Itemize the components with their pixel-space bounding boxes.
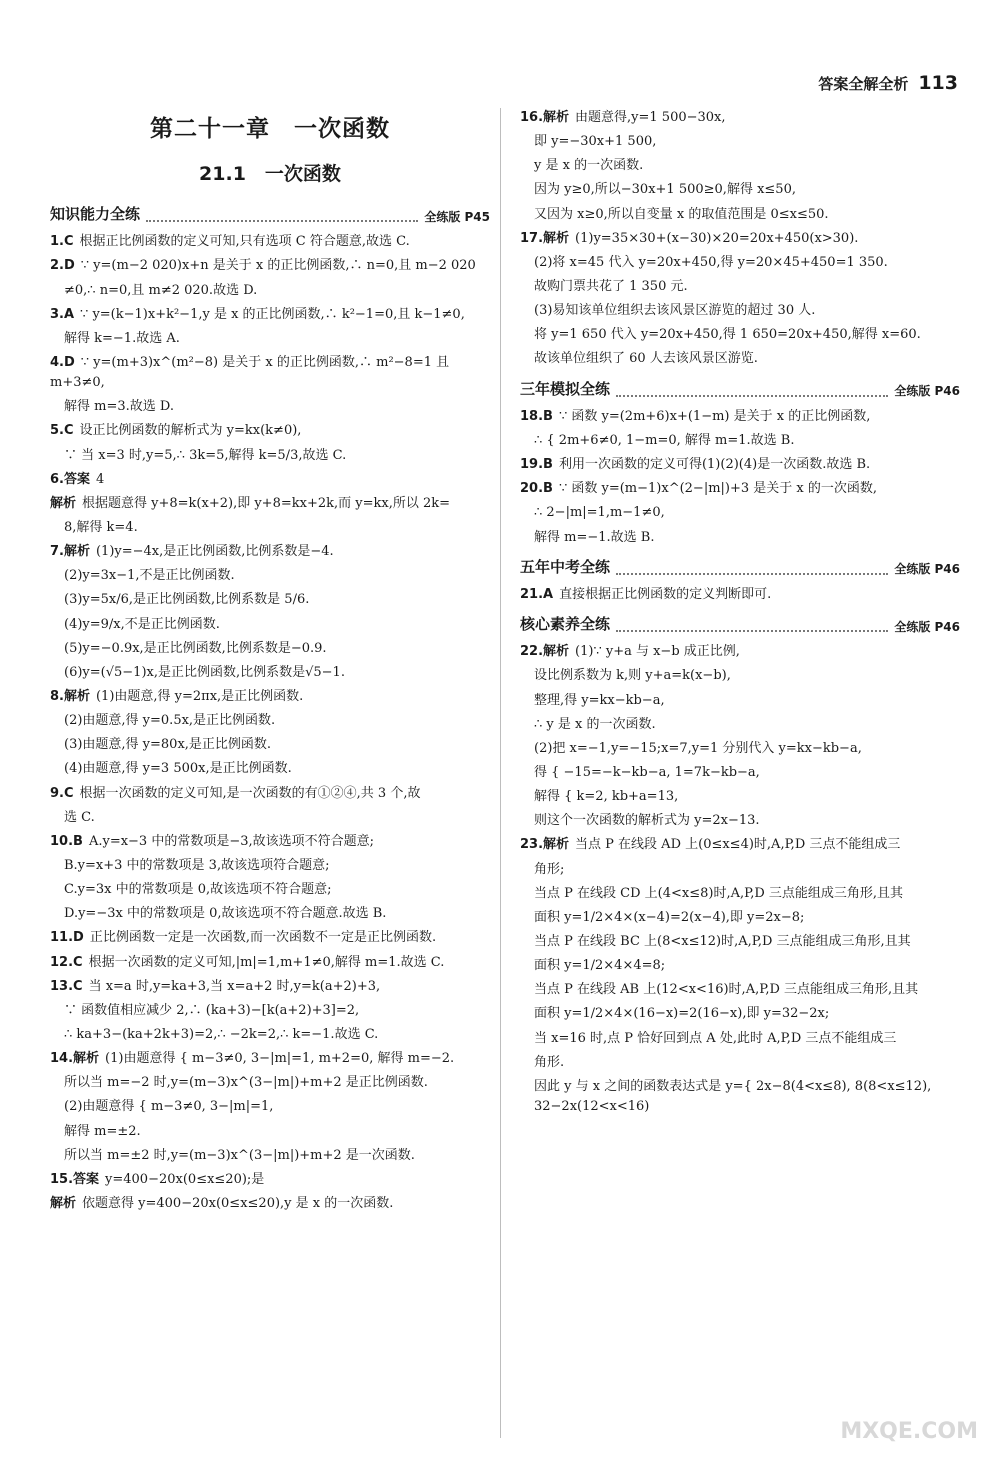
dotted-leader [616, 395, 888, 397]
answer-line [50, 446, 490, 466]
answer-line [520, 1053, 960, 1073]
answer-text: 当点 P 在线段 AD 上(0≤x≤4)时,A,P,D 三点不能组成三 [575, 837, 901, 853]
answer-text: ∴ y 是 x 的一次函数. [534, 716, 656, 732]
section-title: 21.1 一次函数 [199, 162, 341, 185]
answer-text: (2)将 x=45 代入 y=20x+450,得 y=20×45+450=1 350. [534, 254, 888, 270]
section-page-ref: 全练版 P46 [894, 384, 960, 399]
answer-line [50, 470, 490, 490]
answer-line [520, 585, 960, 605]
answer-text: 即 y=−30x+1 500, [534, 134, 657, 150]
answer-line [50, 421, 490, 441]
answer-text: 故该单位组织了 60 人去该风景区游览. [534, 351, 758, 367]
answer-text: 得 { −15=−k−kb−a, 1=7k−kb−a, [534, 764, 760, 780]
answer-text: (3)由题意,得 y=80x,是正比例函数. [64, 737, 272, 753]
question-number: 解析 [50, 495, 77, 511]
answer-text: (4)由题意,得 y=3 500x,是正比例函数. [64, 761, 292, 777]
question-number: 15.答案 [50, 1171, 100, 1187]
answer-line [520, 715, 960, 735]
answer-text: 则这个一次函数的解析式为 y=2x−13. [534, 813, 760, 829]
answer-line [520, 180, 960, 200]
dotted-leader [146, 220, 418, 222]
question-number: 13.C [50, 978, 83, 994]
answer-text: 故购门票共花了 1 350 元. [534, 278, 688, 294]
answer-text: 利用一次函数的定义可得(1)(2)(4)是一次函数.故选 B. [558, 457, 871, 473]
chapter-title: 第二十一章 一次函数 [150, 116, 390, 142]
answer-text: C.y=3x 中的常数项是 0,故该选项不符合题意; [64, 882, 332, 898]
answer-line [520, 253, 960, 273]
section-name: 知识能力全练 [50, 205, 141, 224]
section-name: 五年中考全练 [520, 557, 611, 576]
answer-text: (2)由题意得 { m−3≠0, 3−|m|=1, [64, 1099, 274, 1115]
question-number: 3.A [50, 306, 75, 322]
answer-line [50, 663, 490, 683]
section-header [520, 378, 960, 401]
page-header [818, 72, 958, 94]
answer-text: 解得 m=−1.故选 B. [534, 529, 655, 545]
answer-line [520, 835, 960, 855]
header-label: 答案全解全析 [818, 75, 909, 93]
answer-text: y 是 x 的一次函数. [534, 158, 644, 174]
answer-line [50, 832, 490, 852]
answer-line [520, 1004, 960, 1024]
section-page-ref: 全练版 P46 [894, 619, 960, 634]
section-name: 核心素养全练 [520, 615, 611, 634]
answer-text: (1)∵ y+a 与 x−b 成正比例, [575, 644, 740, 660]
answer-text: (1)y=−4x,是正比例函数,比例系数是−4. [95, 544, 334, 560]
answer-line [520, 811, 960, 831]
answer-text: 当 x=16 时,点 P 恰好回到点 A 处,此时 A,P,D 三点不能组成三 [534, 1030, 897, 1046]
answer-line [520, 301, 960, 321]
answer-line [50, 1049, 490, 1069]
answer-line [50, 953, 490, 973]
answer-line [50, 353, 490, 393]
answer-text: (5)y=−0.9x,是正比例函数,比例系数是−0.9. [64, 640, 327, 656]
answer-text: 整理,得 y=kx−kb−a, [534, 692, 665, 708]
answer-text: 依题意得 y=400−20x(0≤x≤20),y 是 x 的一次函数. [82, 1195, 394, 1211]
answer-text: 将 y=1 650 代入 y=20x+450,得 1 650=20x+450,解得 x=60. [534, 327, 921, 343]
answer-text: 解得 k=−1.故选 A. [64, 330, 180, 346]
answer-line [520, 1029, 960, 1049]
answer-line [50, 928, 490, 948]
watermark-logo [810, 1368, 980, 1442]
question-number: 12.C [50, 954, 83, 970]
answer-text: 当 x=a 时,y=ka+3,当 x=a+2 时,y=k(a+2)+3, [88, 978, 381, 994]
answer-line [50, 329, 490, 349]
answer-text: (1)由题意,得 y=2πx,是正比例函数. [95, 689, 304, 704]
answer-text: 又因为 x≥0,所以自变量 x 的取值范围是 0≤x≤50. [534, 206, 829, 222]
answer-text: ∵ y=(m−2 020)x+n 是关于 x 的正比例函数,∴ n=0,且 m−2 020 [80, 258, 476, 274]
answer-line [520, 156, 960, 176]
answer-text: 根据一次函数的定义可知,是一次函数的有①②④,共 3 个,故 [79, 785, 421, 801]
answer-text: 所以当 m=−2 时,y=(m−3)x^(3−|m|)+m+2 是正比例函数. [64, 1075, 428, 1091]
answer-text: 角形. [534, 1054, 565, 1070]
answer-line [50, 856, 490, 876]
svg-text:MXQE.COM: MXQE.COM [840, 1419, 978, 1442]
answer-text: ∴ ka+3−(ka+2k+3)=2,∴ −2k=2,∴ k=−1.故选 C. [64, 1026, 379, 1042]
section-header [520, 613, 960, 636]
answer-text: (3)y=5x/6,是正比例函数,比例系数是 5/6. [64, 592, 310, 608]
right-intro [520, 108, 960, 370]
answer-text: 当点 P 在线段 AB 上(12<x<16)时,A,P,D 三点能组成三角形,且其 [534, 982, 919, 998]
answer-line [50, 305, 490, 325]
left-sections [50, 203, 490, 1214]
right-column [520, 108, 960, 1121]
answer-line [520, 455, 960, 475]
answer-line [50, 1170, 490, 1190]
dotted-leader [616, 573, 888, 575]
answer-text: (1)由题意得 { m−3≠0, 3−|m|=1, m+2=0, 解得 m=−2. [105, 1051, 455, 1067]
answer-text: (4)y=9/x,不是正比例函数. [64, 616, 220, 632]
answer-text: 设正比例函数的解析式为 y=kx(k≠0), [79, 423, 302, 439]
answer-text: 所以当 m=±2 时,y=(m−3)x^(3−|m|)+m+2 是一次函数. [64, 1147, 415, 1163]
answer-line [50, 711, 490, 731]
question-number: 7.解析 [50, 544, 90, 560]
answer-text: (1)y=35×30+(x−30)×20=20x+450(x>30). [575, 230, 859, 246]
answer-line [520, 132, 960, 152]
answer-line [520, 503, 960, 523]
answer-text: 4 [95, 471, 105, 487]
answer-line [50, 566, 490, 586]
answer-text: 解得 { k=2, kb+a=13, [534, 789, 679, 805]
answer-text: 正比例函数一定是一次函数,而一次函数不一定是正比例函数. [89, 930, 437, 946]
question-number: 19.B [520, 457, 553, 473]
answer-line [520, 407, 960, 427]
question-number: 解析 [50, 1195, 77, 1211]
answer-text: 选 C. [64, 809, 95, 825]
answer-line [520, 956, 960, 976]
right-sections [520, 378, 960, 1118]
answer-text: 根据一次函数的定义可知,|m|=1,m+1≠0,解得 m=1.故选 C. [88, 954, 445, 970]
answer-line [50, 904, 490, 924]
question-number: 23.解析 [520, 837, 570, 853]
answer-text: (3)易知该单位组织去该风景区游览的超过 30 人. [534, 303, 816, 319]
answer-text: ∵ y=(m+3)x^(m²−8) 是关于 x 的正比例函数,∴ m²−8=1 且 m+3≠0, [50, 355, 450, 391]
question-number: 20.B [520, 481, 553, 497]
answer-line [520, 642, 960, 662]
answer-text: ∴ { 2m+6≠0, 1−m=0, 解得 m=1.故选 B. [534, 432, 795, 448]
answer-text: (2)把 x=−1,y=−15;x=7,y=1 分别代入 y=kx−kb−a, [534, 740, 862, 756]
question-number: 21.A [520, 586, 554, 602]
question-number: 6.答案 [50, 471, 90, 487]
question-number: 8.解析 [50, 689, 90, 704]
answer-line [520, 108, 960, 128]
answer-text: y=400−20x(0≤x≤20);是 [105, 1171, 265, 1187]
answer-line [520, 763, 960, 783]
answer-line [520, 431, 960, 451]
answer-text: 根据题意得 y+8=k(x+2),即 y+8=kx+2k,而 y=kx,所以 2k= [82, 495, 450, 511]
answer-text: ∵ y=(k−1)x+k²−1,y 是 x 的正比例函数,∴ k²−1=0,且 k−1≠0, [80, 306, 465, 322]
answer-text: ∵ 函数 y=(m−1)x^(2−|m|)+3 是关于 x 的一次函数, [558, 481, 878, 497]
answer-line [520, 787, 960, 807]
section-page-ref: 全练版 P45 [424, 209, 490, 224]
answer-line [50, 281, 490, 301]
answer-text: 由题意得,y=1 500−30x, [575, 110, 726, 125]
answer-line [520, 349, 960, 369]
answer-line [50, 590, 490, 610]
question-number: 22.解析 [520, 644, 570, 660]
answer-line [50, 232, 490, 252]
answer-text: A.y=x−3 中的常数项是−3,故该选项不符合题意; [88, 833, 375, 849]
answer-line [520, 1077, 960, 1117]
question-number: 5.C [50, 423, 74, 439]
answer-text: 解得 m=±2. [64, 1123, 141, 1139]
answer-text: 直接根据正比例函数的定义判断即可. [559, 586, 772, 602]
answer-line [50, 518, 490, 538]
question-number: 14.解析 [50, 1051, 100, 1067]
answer-line [50, 1073, 490, 1093]
answer-line [520, 205, 960, 225]
answer-line [50, 977, 490, 997]
answer-line [520, 277, 960, 297]
answer-text: 当点 P 在线段 CD 上(4<x≤8)时,A,P,D 三点能组成三角形,且其 [534, 885, 904, 901]
question-number: 9.C [50, 785, 74, 801]
answer-text: (2)由题意,得 y=0.5x,是正比例函数. [64, 713, 276, 729]
question-number: 4.D [50, 355, 75, 371]
answer-text: B.y=x+3 中的常数项是 3,故该选项符合题意; [64, 857, 330, 873]
question-number: 1.C [50, 234, 74, 250]
answer-line [50, 880, 490, 900]
answer-line [520, 908, 960, 928]
answer-line [520, 229, 960, 249]
answer-text: D.y=−3x 中的常数项是 0,故该选项不符合题意.故选 B. [64, 906, 387, 922]
answer-line [50, 1025, 490, 1045]
question-number: 11.D [50, 930, 84, 946]
answer-line [50, 808, 490, 828]
answer-line [50, 256, 490, 276]
question-number: 2.D [50, 258, 75, 274]
answer-text: 因此 y 与 x 之间的函数表达式是 y={ 2x−8(4<x≤8), 8(8<x≤12), 32−2x(12<x<16) [534, 1078, 932, 1114]
answer-line [50, 397, 490, 417]
dotted-leader [616, 630, 888, 632]
answer-text: 设比例系数为 k,则 y+a=k(x−b), [534, 668, 731, 684]
column-divider [500, 108, 501, 1438]
answer-line [520, 860, 960, 880]
answer-line [50, 759, 490, 779]
answer-line [50, 735, 490, 755]
answer-line [50, 494, 490, 514]
answer-line [520, 479, 960, 499]
answer-line [50, 1146, 490, 1166]
answer-line [520, 932, 960, 952]
answer-line [50, 1194, 490, 1214]
answer-text: 面积 y=1/2×4×(16−x)=2(16−x),即 y=32−2x; [534, 1006, 830, 1022]
answer-text: 当点 P 在线段 BC 上(8<x≤12)时,A,P,D 三点能组成三角形,且其 [534, 933, 911, 949]
answer-text: ∵ 函数 y=(2m+6)x+(1−m) 是关于 x 的正比例函数, [558, 408, 871, 424]
answer-text: (6)y=(√5−1)x,是正比例函数,比例系数是√5−1. [64, 664, 345, 680]
answer-text: 面积 y=1/2×4×(x−4)=2(x−4),即 y=2x−8; [534, 909, 805, 925]
answer-text: ≠0,∴ n=0,且 m≠2 020.故选 D. [64, 282, 258, 298]
question-number: 17.解析 [520, 230, 570, 246]
answer-text: 角形; [534, 861, 565, 877]
question-number: 16.解析 [520, 110, 570, 125]
answer-text: ∵ 当 x=3 时,y=5,∴ 3k=5,解得 k=5/3,故选 C. [64, 447, 347, 463]
answer-text: 解得 m=3.故选 D. [64, 399, 174, 415]
answer-line [50, 542, 490, 562]
answer-line [520, 980, 960, 1000]
answer-text: (2)y=3x−1,不是正比例函数. [64, 568, 235, 584]
answer-line [50, 1122, 490, 1142]
answer-line [50, 1001, 490, 1021]
answer-line [50, 639, 490, 659]
answer-line [520, 325, 960, 345]
section-page-ref: 全练版 P46 [894, 562, 960, 577]
answer-text: ∵ 函数值相应减少 2,∴ (ka+3)−[k(a+2)+3]=2, [64, 1002, 360, 1018]
question-number: 10.B [50, 833, 83, 849]
left-column [50, 108, 490, 1218]
answer-line [50, 615, 490, 635]
answer-text: 因为 y≥0,所以−30x+1 500≥0,解得 x≤50, [534, 182, 796, 198]
section-header [520, 556, 960, 579]
answer-text: ∴ 2−|m|=1,m−1≠0, [534, 505, 665, 521]
answer-line [520, 884, 960, 904]
answer-text: 8,解得 k=4. [64, 520, 138, 536]
question-number: 18.B [520, 408, 553, 424]
page-number: 113 [918, 72, 958, 94]
answer-line [520, 666, 960, 686]
answer-line [50, 687, 490, 707]
answer-line [520, 739, 960, 759]
answer-text: 面积 y=1/2×4×4=8; [534, 958, 666, 974]
answer-line [520, 528, 960, 548]
answer-line [50, 784, 490, 804]
section-name: 三年模拟全练 [520, 379, 611, 398]
answer-line [520, 691, 960, 711]
section-header [50, 203, 490, 226]
answer-line [50, 1097, 490, 1117]
answer-text: 根据正比例函数的定义可知,只有选项 C 符合题意,故选 C. [79, 234, 410, 250]
